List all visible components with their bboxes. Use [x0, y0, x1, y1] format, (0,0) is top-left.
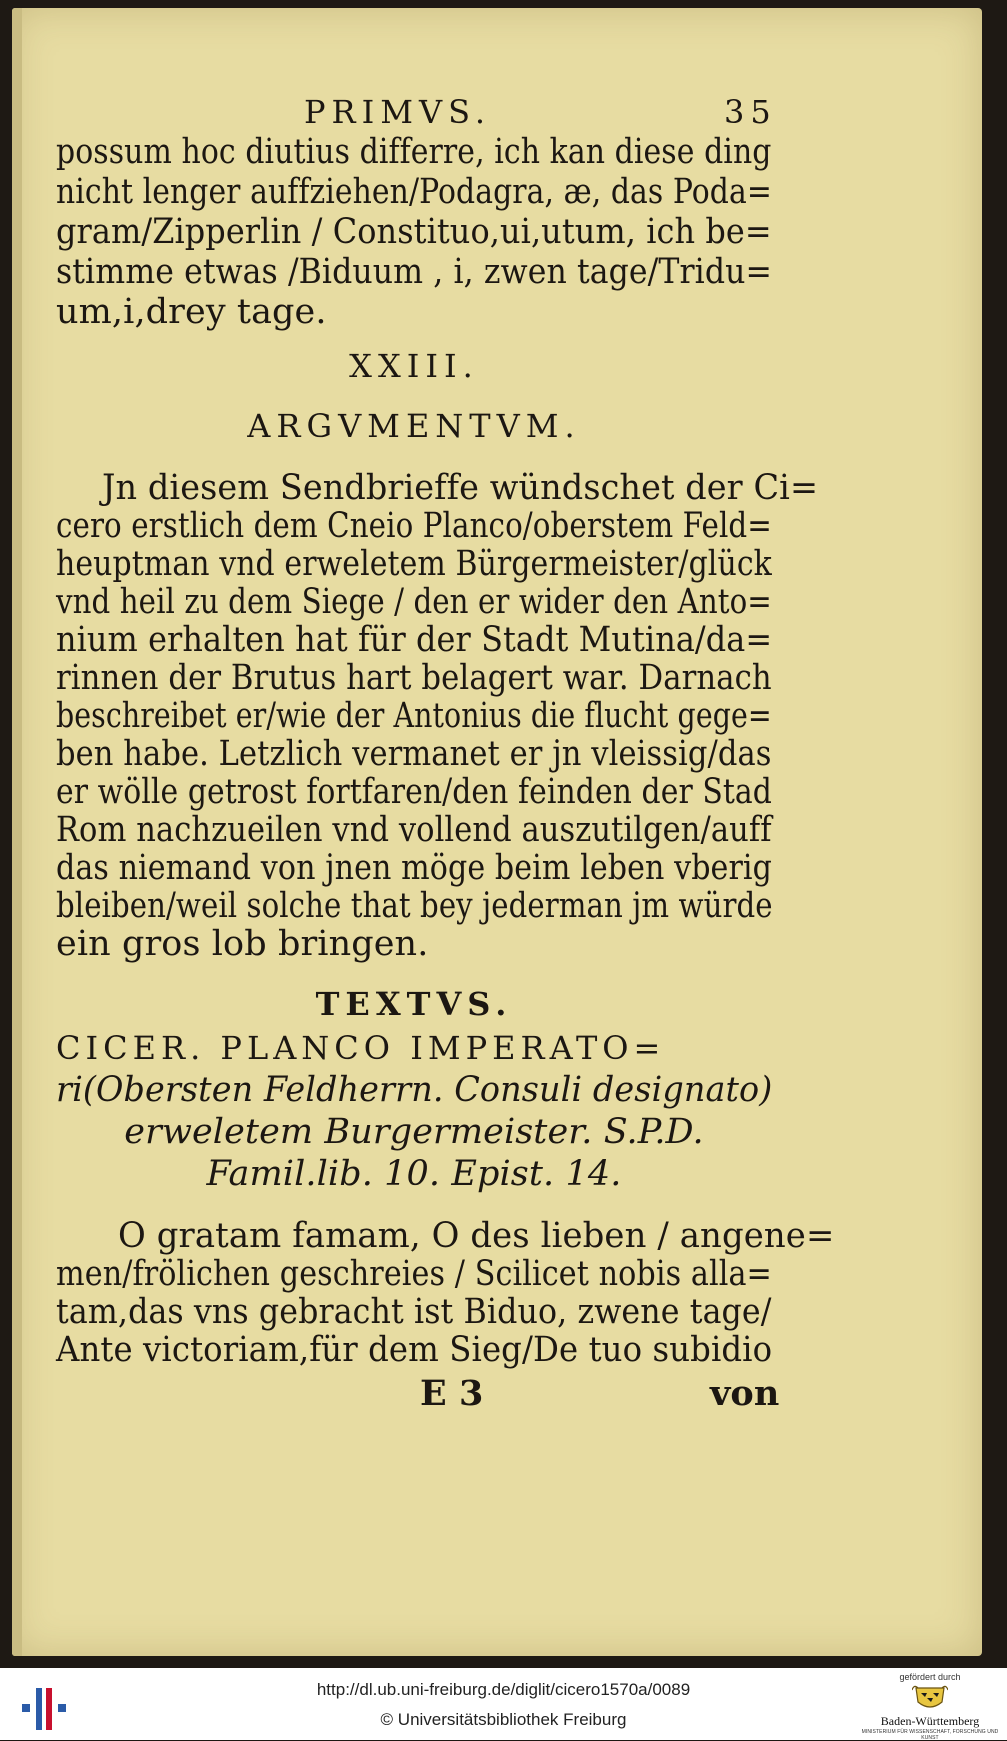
- text-line: ben habe. Letzlich vermanet er jn vleissig/das: [56, 734, 772, 774]
- text-line: nicht lenger auffziehen/Podagra, æ, das Poda=: [56, 172, 772, 212]
- text-line: cero erstlich dem Cneio Planco/oberstem Feld=: [56, 506, 772, 546]
- text-line: Rom nachzueilen vnd vollend auszutilgen/auff: [56, 810, 772, 850]
- text-line: possum hoc diutius differre, ich kan diese ding: [56, 132, 772, 172]
- text-line: gram/Zipperlin / Constituo,ui,utum, ich be=: [56, 212, 772, 252]
- text-line: men/frölichen geschreies / Scilicet nobis alla=: [56, 1254, 772, 1294]
- text-line: vnd heil zu dem Siege / den er wider den Anto=: [56, 582, 772, 622]
- argumentum-heading: ARGVMENTVM.: [247, 407, 581, 445]
- signature-mark: E 3: [420, 1373, 484, 1414]
- sponsor-ministry: MINISTERIUM FÜR WISSENSCHAFT, FORSCHUNG UND KUNST: [861, 1729, 999, 1741]
- text-line: bleiben/weil solche that bey jederman jm würde: [56, 886, 773, 926]
- address-line: CICER. PLANCO IMPERATO=: [56, 1029, 666, 1067]
- text-line: O gratam famam, O des lieben / angene=: [118, 1216, 835, 1256]
- sponsor-name: Baden-Württemberg: [880, 1714, 980, 1728]
- page-url-link[interactable]: http://dl.ub.uni-freiburg.de/diglit/cicero1570a/0089: [316, 1680, 691, 1699]
- coat-of-arms-icon: [912, 1684, 948, 1712]
- text-line: nium erhalten hat für der Stadt Mutina/da=: [56, 620, 773, 660]
- section-number: XXIII.: [349, 347, 479, 385]
- textus-heading: TEXTVS.: [315, 985, 513, 1023]
- text-line: Ante victoriam,für dem Sieg/De tuo subidio: [56, 1330, 773, 1370]
- text-line: um,i,drey tage.: [56, 292, 327, 332]
- text-line: er wölle getrost fortfaren/den feinden der Stad: [56, 772, 772, 812]
- viewer-footer: [0, 1668, 1007, 1740]
- text-line: rinnen der Brutus hart belagert war. Darnach: [56, 658, 772, 698]
- text-line: das niemand von jnen möge beim leben vberig: [56, 848, 773, 888]
- text-line: ein gros lob bringen.: [56, 924, 429, 964]
- text-line: tam,das vns gebracht ist Biduo, zwene tage/: [56, 1292, 772, 1332]
- text-line: stimme etwas /Biduum , i, zwen tage/Tridu=: [56, 252, 773, 292]
- epistle-reference: Famil.lib. 10. Epist. 14.: [206, 1154, 622, 1194]
- page-number: 35: [724, 93, 777, 131]
- sponsor-block: [860, 1672, 1000, 1741]
- book-page: [12, 8, 982, 1656]
- text-line: heuptman vnd erweletem Bürgermeister/glück: [56, 544, 772, 584]
- text-line: beschreibet er/wie der Antonius die flucht gege=: [56, 696, 772, 736]
- address-line: erweletem Burgermeister. S.P.D.: [124, 1112, 704, 1152]
- page-gutter: [12, 8, 22, 1656]
- catchword: von: [710, 1373, 780, 1414]
- text-line: Jn diesem Sendbrieffe wündschet der Ci=: [102, 468, 819, 508]
- address-line: ri(Obersten Feldherrn. Consuli designato): [56, 1070, 773, 1110]
- funded-by-label: gefördert durch: [899, 1672, 961, 1682]
- copyright-notice: © Universitätsbibliothek Freiburg: [380, 1710, 627, 1729]
- running-head: PRIMVS.: [304, 93, 492, 131]
